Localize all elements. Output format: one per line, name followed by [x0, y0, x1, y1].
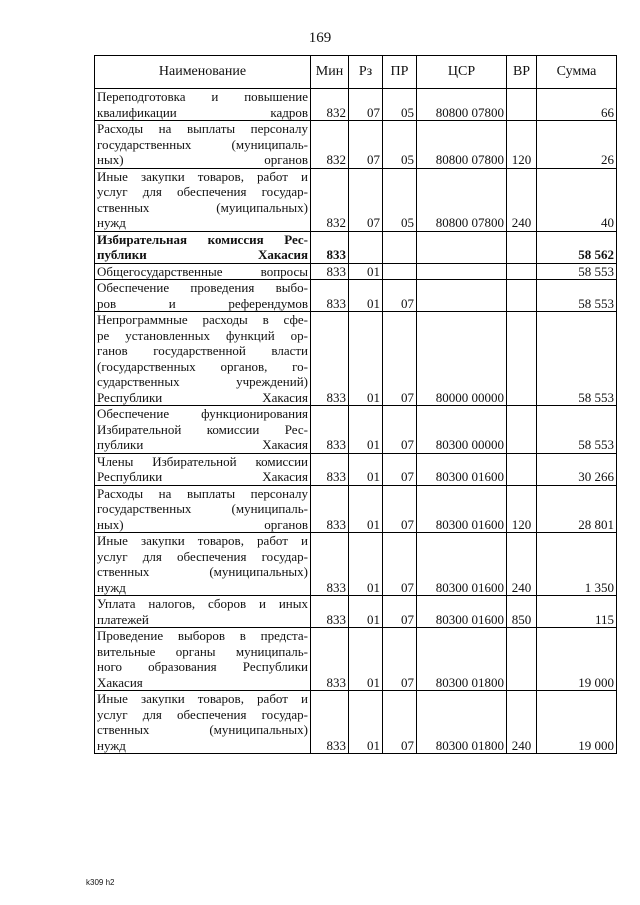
row-sum: 19 000 [537, 691, 617, 754]
row-vr [507, 231, 537, 263]
row-pr: 07 [383, 280, 417, 312]
row-pr: 07 [383, 596, 417, 628]
row-rz: 01 [349, 485, 383, 533]
row-sum: 28 801 [537, 485, 617, 533]
row-rz: 01 [349, 691, 383, 754]
row-csr: 80300 01800 [417, 628, 507, 691]
row-csr [417, 263, 507, 280]
row-name [95, 121, 311, 169]
table-row [95, 312, 617, 406]
row-name-line: Переподготовка и повышение [97, 89, 308, 104]
row-pr: 07 [383, 533, 417, 596]
row-csr: 80800 07800 [417, 121, 507, 169]
table-row [95, 121, 617, 169]
row-min: 833 [311, 485, 349, 533]
row-name-line: Общегосударственные вопросы [97, 263, 308, 279]
row-vr: 120 [507, 485, 537, 533]
row-name-line: Иные закупки товаров, работ и [97, 168, 308, 184]
row-min: 832 [311, 168, 349, 231]
row-name [95, 168, 311, 231]
row-name-line: ственных (муниципальных) [97, 564, 308, 579]
row-name-line: ственных (муниципальных) [97, 722, 308, 737]
row-pr: 05 [383, 168, 417, 231]
row-sum: 58 553 [537, 263, 617, 280]
table-row [95, 406, 617, 454]
row-name [95, 263, 311, 280]
header-pr: ПР [383, 56, 417, 89]
row-sum: 1 350 [537, 533, 617, 596]
row-name-line: ре установленных функций ор- [97, 327, 308, 343]
budget-table [94, 55, 617, 754]
row-sum: 66 [537, 89, 617, 121]
row-name-line: Обеспечение функционирования [97, 406, 308, 421]
table-row [95, 168, 617, 231]
table-row [95, 89, 617, 121]
row-name-line: публики Хакасия [97, 247, 308, 262]
row-min: 832 [311, 89, 349, 121]
row-name-line: сударственных учреждений) [97, 374, 308, 389]
row-rz [349, 231, 383, 263]
row-pr: 05 [383, 89, 417, 121]
row-min: 833 [311, 263, 349, 280]
row-name [95, 533, 311, 596]
row-pr: 07 [383, 312, 417, 406]
row-name-line: ров и референдумов [97, 295, 308, 311]
header-rz: Рз [349, 56, 383, 89]
row-name-line: платежей [97, 611, 149, 627]
row-name-line: нужд [97, 737, 126, 753]
table-row [95, 691, 617, 754]
table-row [95, 263, 617, 280]
row-csr: 80300 01600 [417, 485, 507, 533]
row-vr [507, 406, 537, 454]
table-row [95, 533, 617, 596]
row-name [95, 312, 311, 406]
row-min: 833 [311, 312, 349, 406]
row-name [95, 280, 311, 312]
row-name-line: нужд [97, 215, 126, 230]
row-name [95, 485, 311, 533]
row-vr [507, 263, 537, 280]
row-min: 833 [311, 406, 349, 454]
table-row [95, 231, 617, 263]
footer-code: k309 h2 [86, 878, 115, 887]
row-pr: 07 [383, 406, 417, 454]
row-name-line: Иные закупки товаров, работ и [97, 691, 308, 706]
row-sum: 58 562 [537, 231, 617, 263]
row-min: 833 [311, 596, 349, 628]
row-csr: 80300 01800 [417, 691, 507, 754]
row-name-line: ных) органов [97, 152, 308, 167]
row-csr: 80800 07800 [417, 89, 507, 121]
row-rz: 01 [349, 533, 383, 596]
row-csr [417, 231, 507, 263]
row-rz: 07 [349, 89, 383, 121]
row-vr [507, 312, 537, 406]
table-row [95, 453, 617, 485]
row-name-line: Проведение выборов в предста- [97, 628, 308, 643]
row-vr: 240 [507, 691, 537, 754]
row-vr [507, 453, 537, 485]
row-name-line: Республики Хакасия [97, 389, 308, 405]
row-rz: 01 [349, 280, 383, 312]
row-name-line: вительные органы муниципаль- [97, 643, 308, 659]
row-vr: 850 [507, 596, 537, 628]
row-name-line: Расходы на выплаты персоналу [97, 121, 308, 136]
row-name [95, 231, 311, 263]
row-csr: 80300 01600 [417, 453, 507, 485]
row-pr: 05 [383, 121, 417, 169]
row-csr: 80800 07800 [417, 168, 507, 231]
row-rz: 07 [349, 121, 383, 169]
table-row [95, 280, 617, 312]
row-name-line: (государственных органов, го- [97, 358, 308, 374]
row-vr: 240 [507, 168, 537, 231]
table-row [95, 485, 617, 533]
row-min: 833 [311, 691, 349, 754]
row-name-line: Иные закупки товаров, работ и [97, 533, 308, 548]
row-name-line: Уплата налогов, сборов и иных [97, 596, 308, 611]
row-sum: 30 266 [537, 453, 617, 485]
row-name-line: Члены Избирательной комиссии [97, 453, 308, 469]
row-rz: 01 [349, 406, 383, 454]
row-vr: 120 [507, 121, 537, 169]
table-header-row [95, 56, 617, 89]
row-rz: 01 [349, 453, 383, 485]
row-rz: 01 [349, 263, 383, 280]
row-pr [383, 263, 417, 280]
row-csr: 80300 01600 [417, 596, 507, 628]
row-rz: 07 [349, 168, 383, 231]
row-name-line: нужд [97, 579, 126, 595]
row-name-line: Непрограммные расходы в сфе- [97, 312, 308, 327]
row-min: 833 [311, 280, 349, 312]
table-row [95, 596, 617, 628]
row-name-line: публики Хакасия [97, 437, 308, 452]
table-row [95, 628, 617, 691]
row-sum: 115 [537, 596, 617, 628]
row-name [95, 453, 311, 485]
row-name [95, 89, 311, 121]
row-name-line: государственных (муниципаль- [97, 136, 308, 152]
row-vr [507, 89, 537, 121]
row-name [95, 406, 311, 454]
header-name: Наименование [95, 56, 311, 89]
row-name-line: Республики Хакасия [97, 469, 308, 484]
row-name-line: ганов государственной власти [97, 343, 308, 358]
row-vr: 240 [507, 533, 537, 596]
row-name-line: ственных (муиципальных) [97, 199, 308, 215]
table-body [95, 89, 617, 754]
row-sum: 40 [537, 168, 617, 231]
row-name-line: Избирательной комиссии Рес- [97, 421, 308, 437]
row-name-line: услуг для обеспечения государ- [97, 548, 308, 564]
row-sum: 26 [537, 121, 617, 169]
row-pr: 07 [383, 485, 417, 533]
header-min: Мин [311, 56, 349, 89]
row-name-line: квалификации кадров [97, 104, 308, 120]
row-csr: 80300 00000 [417, 406, 507, 454]
row-min: 833 [311, 628, 349, 691]
row-sum: 58 553 [537, 406, 617, 454]
row-name-line: Избирательная комиссия Рес- [97, 231, 308, 247]
row-rz: 01 [349, 596, 383, 628]
row-rz: 01 [349, 628, 383, 691]
row-pr: 07 [383, 691, 417, 754]
header-vr: ВР [507, 56, 537, 89]
row-vr [507, 280, 537, 312]
row-min: 833 [311, 231, 349, 263]
row-csr: 80000 00000 [417, 312, 507, 406]
row-name [95, 596, 311, 628]
row-sum: 58 553 [537, 312, 617, 406]
row-name-line: ного образования Республики [97, 659, 308, 674]
row-min: 832 [311, 121, 349, 169]
row-rz: 01 [349, 312, 383, 406]
row-name [95, 628, 311, 691]
row-sum: 19 000 [537, 628, 617, 691]
row-pr: 07 [383, 453, 417, 485]
row-csr: 80300 01600 [417, 533, 507, 596]
row-pr: 07 [383, 628, 417, 691]
row-name-line: Хакасия [97, 674, 143, 690]
row-name-line: Расходы на выплаты персоналу [97, 485, 308, 501]
row-pr [383, 231, 417, 263]
row-name-line: услуг для обеспечения государ- [97, 706, 308, 722]
row-min: 833 [311, 453, 349, 485]
row-name-line: государственных (муниципаль- [97, 501, 308, 516]
row-name [95, 691, 311, 754]
row-min: 833 [311, 533, 349, 596]
header-sum: Сумма [537, 56, 617, 89]
row-name-line: Обеспечение проведения выбо- [97, 280, 308, 295]
row-name-line: ных) органов [97, 516, 308, 532]
header-csr: ЦСР [417, 56, 507, 89]
page-number: 169 [308, 30, 332, 46]
row-sum: 58 553 [537, 280, 617, 312]
row-vr [507, 628, 537, 691]
row-name-line: услуг для обеспечения государ- [97, 184, 308, 199]
row-csr [417, 280, 507, 312]
